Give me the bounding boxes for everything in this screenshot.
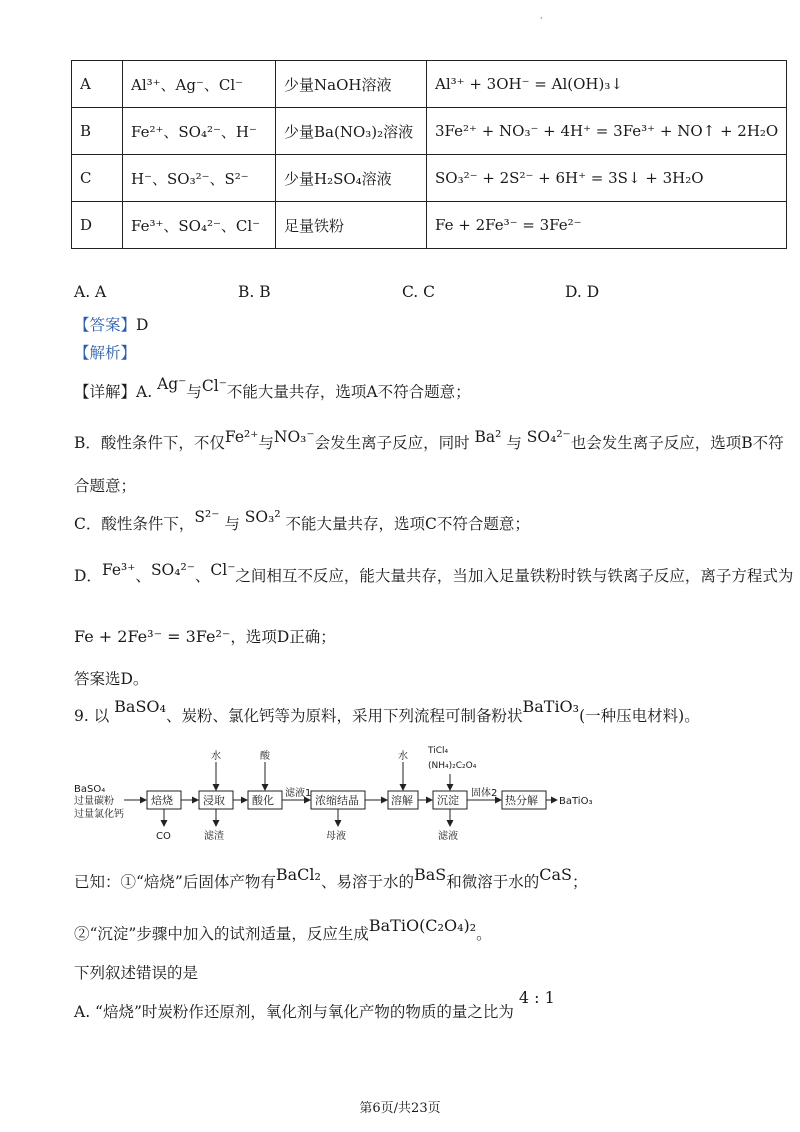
row-label: A: [72, 61, 123, 108]
formula-batio3: BaTiO₃: [522, 697, 580, 716]
top-mark: ·: [540, 14, 543, 23]
row-ions: Fe²⁺、SO₄²⁻、H⁻: [123, 108, 276, 155]
ion-so3: SO₃²: [244, 508, 281, 526]
input-cacl2: 过量氯化钙: [74, 809, 124, 820]
option-c[interactable]: C. C: [402, 283, 436, 301]
page-footer: 第6页/共23页: [359, 1101, 441, 1116]
bottom-co: CO: [156, 831, 171, 842]
explanation-d-text1: D．: [74, 567, 102, 585]
row-label: B: [72, 108, 123, 155]
ion-so4: SO₄²⁻: [150, 561, 195, 579]
row-equation: Fe + 2Fe³⁻ = 3Fe²⁻: [427, 202, 787, 249]
table-row: [72, 155, 787, 202]
explanation-c: [74, 508, 530, 534]
option-a-statement[interactable]: [74, 988, 555, 1022]
known-1-text4: ；: [571, 873, 588, 891]
word-and: 与: [258, 434, 274, 452]
explanation-b-text3: 也会发生离子反应，选项B不符: [570, 434, 784, 452]
known-2-text2: 。: [476, 925, 492, 943]
question-stem: 下列叙述错误的是: [74, 964, 199, 982]
ion-table: [71, 60, 787, 249]
explanation-a-tail: 不能大量共存，选项A不符合题意；: [226, 383, 471, 401]
top-acid: 酸: [260, 751, 270, 762]
bottom-mother-liquor: 母液: [326, 831, 346, 842]
ion-fe2: Fe²⁺: [224, 428, 259, 446]
question-number: 9. 以: [74, 707, 110, 725]
separator: 、: [135, 567, 151, 585]
known-1: [74, 865, 588, 892]
ion-so4: SO₄²⁻: [526, 428, 571, 446]
process-flow-diagram: [70, 742, 610, 846]
label-leach: 浸取: [203, 794, 225, 807]
word-and: 与: [186, 383, 202, 401]
option-b[interactable]: B. B: [238, 283, 271, 301]
answer-line: [74, 313, 148, 335]
final-answer: 答案选D。: [74, 670, 149, 688]
row-label: D: [72, 202, 123, 249]
explanation-a-prefix: 【详解】A.: [74, 383, 153, 401]
known-2-text1: ②“沉淀”步骤中加入的试剂适量，反应生成: [74, 925, 369, 943]
question-text: 、炭粉、氯化钙等为原料，采用下列流程可制备粉状: [165, 707, 523, 725]
explanation-b-cont: 合题意；: [74, 477, 137, 495]
formula-bas: BaS: [413, 865, 447, 884]
arrow-label-solid2: 固体2: [471, 788, 498, 799]
top-ticl4: TiCl₄: [428, 746, 449, 756]
ion-cl: Cl⁻: [210, 561, 236, 579]
row-reagent: 少量H₂SO₄溶液: [276, 155, 427, 202]
known-2: [74, 916, 492, 944]
label-acidify: 酸化: [252, 794, 274, 807]
known-1-text3: 和微溶于水的: [446, 873, 540, 891]
option-d[interactable]: D. D: [565, 283, 600, 301]
explanation-b: [74, 428, 784, 453]
question-9: [74, 697, 700, 726]
ion-cl: Cl⁻: [201, 377, 227, 395]
formula-cas: CaS: [539, 865, 572, 884]
option-a[interactable]: A. A: [74, 283, 107, 301]
row-equation: SO₃²⁻ + 2S²⁻ + 6H⁺ = 3S↓ + 3H₂O: [427, 155, 787, 202]
row-reagent: 少量Ba(NO₃)₂溶液: [276, 108, 427, 155]
top-oxalate: (NH₄)₂C₂O₄: [428, 761, 477, 771]
explanation-b-text1: B．酸性条件下，不仅: [74, 434, 225, 452]
input-baso4: BaSO₄: [74, 784, 106, 795]
word-and: 与: [506, 434, 522, 452]
output-batio3: BaTiO₃: [559, 796, 593, 807]
explanation-d: [74, 561, 794, 586]
separator: 、: [194, 567, 211, 585]
label-precipitate: 沉淀: [437, 794, 459, 807]
analysis-tag: 【解析】: [74, 344, 137, 362]
option-a-text: A. “焙烧”时炭粉作还原剂，氧化剂与氧化产物的物质的量之比为: [74, 1003, 514, 1021]
top-water-2: 水: [398, 751, 408, 762]
question-text-tail: (一种压电材料)。: [579, 707, 700, 725]
label-decompose: 热分解: [505, 794, 538, 807]
label-concentrate: 浓缩结晶: [315, 794, 359, 807]
row-label: C: [72, 155, 123, 202]
row-ions: Al³⁺、Ag⁻、Cl⁻: [123, 61, 276, 108]
ion-fe3: Fe³⁺: [101, 561, 136, 579]
row-reagent: 足量铁粉: [276, 202, 427, 249]
table-row: [72, 202, 787, 249]
formula-baso4: BaSO₄: [114, 697, 166, 716]
explanation-a: [74, 375, 471, 402]
row-equation: 3Fe²⁺ + NO₃⁻ + 4H⁺ = 3Fe³⁺ + NO↑ + 2H₂O: [427, 108, 787, 155]
formula-bacl2: BaCl₂: [275, 865, 321, 884]
table-row: [72, 61, 787, 108]
formula-batio-c2o4: BaTiO(C₂O₄)₂: [368, 916, 477, 935]
explanation-d-text2: 之间相互不反应，能大量共存，当加入足量铁粉时铁与铁离子反应，离子方程式为: [235, 567, 794, 585]
known-1-text2: 、易溶于水的: [320, 873, 414, 891]
ion-s2: S²⁻: [194, 508, 220, 526]
ion-no3: NO₃⁻: [273, 428, 315, 446]
input-carbon: 过量碳粉: [74, 796, 114, 807]
label-dissolve: 溶解: [391, 794, 413, 807]
bottom-filtrate: 滤液: [438, 831, 458, 842]
bottom-residue: 滤渣: [204, 831, 224, 842]
row-equation: Al³⁺ + 3OH⁻ = Al(OH)₃↓: [427, 61, 787, 108]
arrow-label-filtrate1: 滤液1: [285, 788, 312, 799]
row-ions: H⁻、SO₃²⁻、S²⁻: [123, 155, 276, 202]
row-reagent: 少量NaOH溶液: [276, 61, 427, 108]
label-roast: 焙烧: [151, 794, 173, 807]
ratio-value: 4 : 1: [518, 988, 555, 1007]
answer-tag: 【答案】: [74, 316, 137, 334]
word-and: 与: [224, 515, 240, 533]
explanation-d-text3: ，选项D正确；: [230, 628, 336, 646]
explanation-c-text1: C．酸性条件下，: [74, 515, 195, 533]
ion-ag: Ag⁻: [157, 375, 187, 393]
ion-ba: Ba²: [474, 428, 502, 446]
top-water-1: 水: [211, 751, 221, 762]
explanation-d-eq: [74, 625, 336, 647]
equation-fe: Fe + 2Fe³⁻ = 3Fe²⁻: [74, 627, 231, 646]
explanation-b-text2: 会发生离子反应，同时: [314, 434, 470, 452]
explanation-c-text2: 不能大量共存，选项C不符合题意；: [285, 515, 530, 533]
answer-value: D: [136, 316, 149, 334]
row-ions: Fe³⁺、SO₄²⁻、Cl⁻: [123, 202, 276, 249]
table-row: [72, 108, 787, 155]
known-1-text1: 已知：①“焙烧”后固体产物有: [74, 873, 276, 891]
